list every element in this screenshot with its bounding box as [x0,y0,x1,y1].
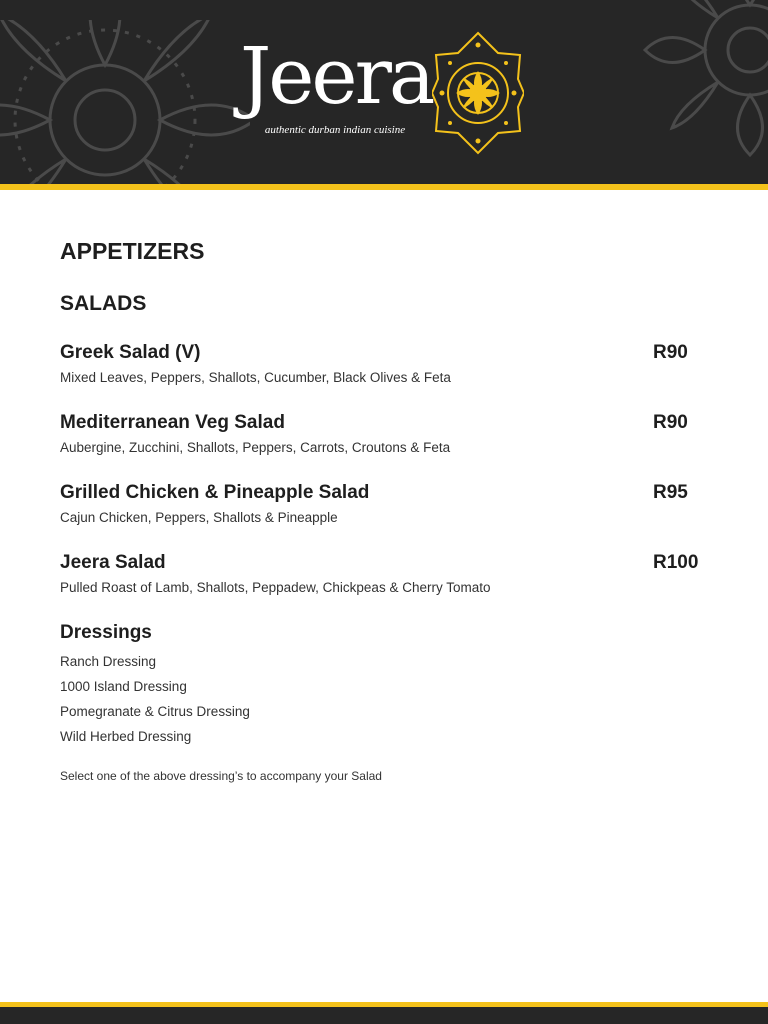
brand-logo [240,32,433,136]
section-title: APPETIZERS [60,238,205,264]
menu-item-price: R90 [653,342,688,363]
menu-item [60,550,720,598]
menu-item-price: R90 [653,412,688,433]
menu-item-price: R95 [653,482,688,503]
menu-item-description: Aubergine, Zucchini, Shallots, Peppers, Carrots, Croutons & Feta [60,440,451,455]
brand-mandala-icon [432,30,524,156]
dressing-item: Ranch Dressing [60,654,157,669]
dressing-item: Wild Herbed Dressing [60,729,192,744]
dressing-item: 1000 Island Dressing [60,679,187,694]
menu-item-description: Cajun Chicken, Peppers, Shallots & Pineapple [60,510,338,525]
dressing-note: Select one of the above dressing’s to accompany your Salad [60,769,382,783]
header-accent-stripe [0,184,768,190]
menu-item-description: Pulled Roast of Lamb, Shallots, Peppadew, Chickpeas & Cherry Tomato [60,580,491,595]
mandala-left-decoration [0,20,250,184]
dressings-list [60,649,720,749]
footer-bar [0,1007,768,1024]
brand-tagline: authentic durban indian cuisine [264,124,406,136]
menu-content [60,236,720,783]
menu-item-price: R100 [653,552,699,573]
menu-item [60,480,720,528]
menu-item-name: Grilled Chicken & Pineapple Salad [60,482,370,503]
menu-item-description: Mixed Leaves, Peppers, Shallots, Cucumber, Black Olives & Feta [60,370,451,385]
menu-item-name: Greek Salad (V) [60,342,201,363]
dressings-title: Dressings [60,622,152,643]
subsection-title: SALADS [60,292,147,315]
header-banner [0,0,768,184]
menu-item-name: Jeera Salad [60,552,166,573]
brand-name: Jeera [240,32,433,122]
menu-item [60,410,720,458]
menu-item-name: Mediterranean Veg Salad [60,412,285,433]
mandala-right-decoration [640,0,768,160]
menu-item-list [60,340,720,598]
menu-item [60,340,720,388]
dressing-item: Pomegranate & Citrus Dressing [60,704,250,719]
